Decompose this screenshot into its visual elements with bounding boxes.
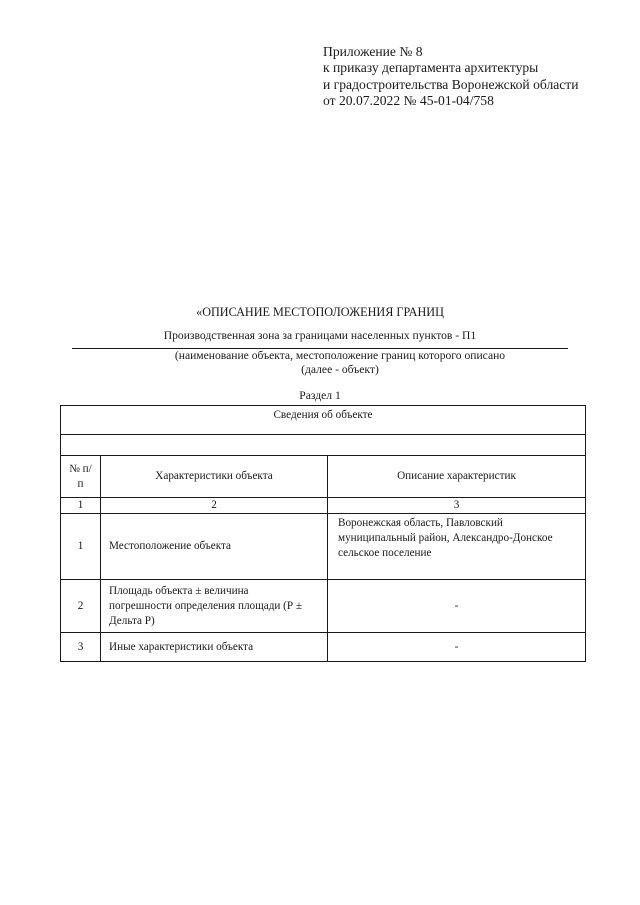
table-row xyxy=(61,633,586,662)
object-info-table xyxy=(60,405,586,662)
table-spacer-row xyxy=(61,435,586,456)
appendix-block xyxy=(323,44,579,110)
row-description: - xyxy=(328,633,586,662)
appendix-line: Приложение № 8 xyxy=(323,44,423,59)
index-cell: 3 xyxy=(328,498,586,514)
zone-name: Производственная зона за границами населенных пунктов - П1 xyxy=(163,329,477,342)
column-header-description: Описание характеристик xyxy=(328,456,586,498)
index-cell: 1 xyxy=(61,498,101,514)
table-row xyxy=(61,514,586,580)
section-title: Раздел 1 xyxy=(299,389,341,402)
row-description: Воронежская область, Павловский муниципальный район, Александро-Донское сельское поселение xyxy=(328,514,586,580)
appendix-line: и градостроительства Воронежской области xyxy=(323,76,579,92)
table-header: Сведения об объекте xyxy=(61,406,586,435)
table-spacer-cell xyxy=(61,435,586,456)
table-header-row xyxy=(61,406,586,435)
appendix-line: от 20.07.2022 № 45-01-04/758 xyxy=(323,93,494,109)
row-characteristic: Местоположение объекта xyxy=(101,514,328,580)
document-title: «ОПИСАНИЕ МЕСТОПОЛОЖЕНИЯ ГРАНИЦ xyxy=(196,305,444,319)
row-characteristic: Площадь объекта ± величина погрешности определения площади (Р ± Дельта Р) xyxy=(101,580,328,633)
row-num: 3 xyxy=(61,633,101,662)
object-note-line: (наименование объекта, местоположение границ которого описано xyxy=(174,349,506,362)
object-note-line: (далее - объект) xyxy=(301,363,379,376)
column-header-num: № п/п xyxy=(61,456,101,498)
row-num: 2 xyxy=(61,580,101,633)
row-description: - xyxy=(328,580,586,633)
row-characteristic: Иные характеристики объекта xyxy=(101,633,328,662)
row-num: 1 xyxy=(61,514,101,580)
table-index-row xyxy=(61,498,586,514)
table-row xyxy=(61,580,586,633)
appendix-line: к приказу департамента архитектуры xyxy=(323,60,539,76)
table-columns-row xyxy=(61,456,586,498)
column-header-characteristics: Характеристики объекта xyxy=(101,456,328,498)
index-cell: 2 xyxy=(101,498,328,514)
object-note xyxy=(140,349,540,377)
